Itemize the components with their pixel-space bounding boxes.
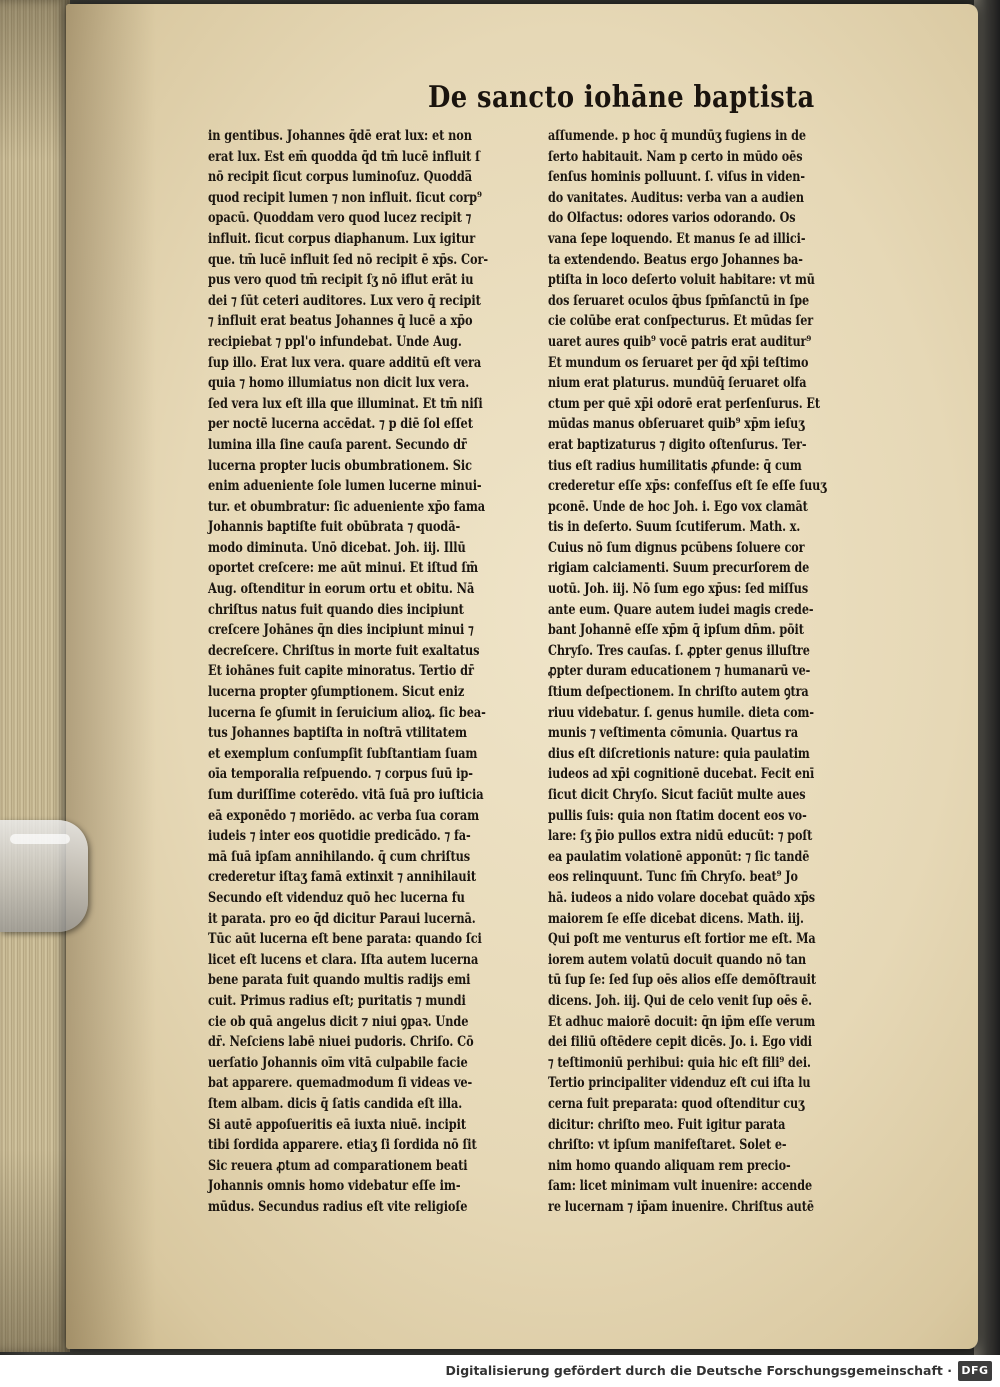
text-line: cie colūbe erat conſpecturus. Et mūdas ſer (548, 313, 814, 330)
text-line: nium erat platurus. mundūq̄ ſeruaret olfa (548, 375, 807, 392)
text-line: opacū. Quoddam vero quod lucez recipit ⁊ (208, 210, 472, 227)
text-line: dr̄. Neſciens labē niuei pudoris. Chriſo. Cō (208, 1034, 474, 1051)
text-line: rigiam calciamenti. Suum precurſorem de (548, 560, 810, 577)
dfg-logo: DFG (958, 1361, 992, 1381)
text-line: uaret aures quib⁹ vocē patris erat auditur⁹ (548, 333, 812, 350)
text-line: et exemplum conſumpſit ſubſtantiam ſuam (208, 745, 478, 762)
text-line: creſcere Johānes q̄n dies incipiunt minui ⁊ (208, 622, 474, 639)
text-line: cie ob quā angelus dicit ⁊ niui ꝯpaꝛ. Unde (208, 1013, 469, 1030)
text-line: Et adhuc maiorē docuit: q̄n ip̄m eſſe verum (548, 1013, 816, 1030)
text-line: lucerna propter lucis obumbrationem. Sic (208, 457, 472, 474)
text-line: erat baptizaturus ⁊ digito oſtenſurus. Ter- (548, 436, 807, 453)
text-line: Et mundum os ſeruaret per q̄d xp̄i teſtimo (548, 354, 809, 371)
text-line: bene parata fuit quando multis radijs emi (208, 972, 471, 989)
text-line: Et iohānes fuit capite minoratus. Tertio dr̄ (208, 663, 474, 680)
text-line: nim homo quando aliquam rem precio- (548, 1157, 791, 1174)
text-line: bant Johannē eſſe xp̄m q̄ ipſum dn̄m. pōit (548, 622, 804, 639)
text-line: do vanitates. Auditus: verba van a audien (548, 189, 804, 206)
page-clip (0, 820, 88, 932)
text-line: dei filiū oſtēdere cepit dicēs. Jo. i. Ego vidi (548, 1034, 812, 1051)
text-line: uerſatio Johannis oīm vitā culpabile facie (208, 1054, 468, 1071)
text-line: ſtium deſpectionem. In chriſto autem ꝯtra (548, 684, 809, 701)
text-line: cuit. Primus radius eſt; puritatis ⁊ mundi (208, 992, 466, 1009)
left-column (208, 126, 544, 1217)
text-line: lucerna ſe ꝯſumit in ſeruicium alioꝝ. ſic bea- (208, 704, 486, 721)
text-line: influit. ſicut corpus diaphanum. Lux igitur (208, 230, 476, 247)
text-line: Cuius nō ſum dignus pcūbens ſoluere cor (548, 539, 805, 556)
text-line: tis in deſerto. Suum ſcutiferum. Math. x. (548, 519, 801, 536)
text-line: bat apparere. quemadmodum ſi videas ve- (208, 1075, 473, 1092)
text-line: iorem autem volatū docuit quando nō tan (548, 951, 807, 968)
footer-banner (0, 1355, 1000, 1387)
text-line: modo diminuta. Unō dicebat. Joh. iij. Illū (208, 539, 466, 556)
text-line: chriſtus natus fuit quando dies incipiunt (208, 601, 464, 618)
text-line: re lucernam ⁊ ip̄am inuenire. Chriſtus autē (548, 1198, 814, 1215)
text-line: iudeos ad xp̄i cognitionē ducebat. Fecit enī (548, 766, 815, 783)
text-line: tus Johannes baptiſta in noſtrā vtilitatem (208, 725, 467, 742)
text-line: vana ſepe loquendo. Et manus ſe ad illici- (548, 230, 806, 247)
text-line: Tertio principaliter videnduz eſt cui iſta lu (548, 1075, 811, 1092)
text-line: ſicut dicit Chryſo. Sicut faciūt multe aues (548, 787, 806, 803)
text-line: in gentibus. Johannes q̄dē erat lux: et non (208, 128, 472, 144)
book-page-edges (0, 0, 70, 1352)
text-line: dos ſeruaret oculos q̄bus ſpm̄ſanctū in ſpe (548, 292, 810, 309)
text-line: Chryſo. Tres cauſas. ſ. ꝓpter genus illuſtre (548, 642, 810, 659)
text-line: tur. et obumbratur: ſic adueniente xp̄o fama (208, 498, 486, 515)
text-line: Tūc aūt lucerna eſt bene parata: quando ſci (208, 931, 482, 948)
text-line: ⁊ teſtimoniū perhibui: quia hic eſt fili⁹ dei. (548, 1054, 811, 1071)
text-line: oportet creſcere: me aūt minui. Et iſtud ſm̄ (208, 560, 479, 577)
text-line: mā ſuā ipſam annihilando. q̄ cum chriſtus (208, 848, 471, 865)
text-line: ſup illo. Erat lux vera. quare additū eſt vera (208, 354, 482, 371)
text-line: ptiſta in loco deſerto voluit habitare: vt mū (548, 272, 815, 289)
text-line: Sic reuera ꝓtum ad comparationem beati (208, 1157, 468, 1174)
text-line: ta extendendo. Beatus ergo Johannes ba- (548, 251, 803, 268)
text-line: lare: ſʒ p̄io pullos extra nidū educūt: ⁊ poſt (548, 828, 813, 845)
text-line: ante eum. Quare autem iudei magis crede- (548, 601, 814, 618)
text-line: pullis ſuis: quia non ſtatim docent eos vo- (548, 807, 807, 824)
running-head: De sancto iohāne baptista (428, 80, 815, 115)
text-line: pconē. Unde de hoc Joh. i. Ego vox clamāt (548, 498, 808, 515)
text-line: chriſto: vt ipſum manifeſtaret. Solet e- (548, 1137, 787, 1154)
text-line: decreſcere. Chriſtus in morte fuit exaltatus (208, 642, 480, 659)
text-line: lucerna propter ꝯſumptionem. Sicut eniz (208, 684, 465, 701)
text-line: ſtem albam. dicis q̄ ſatis candida eſt illa. (208, 1095, 463, 1112)
text-line: ſam: licet minimam vult inuenire: accende (548, 1178, 813, 1195)
text-line: crederetur eſſe xp̄s: confeſſus eſt ſe eſſe ſuuʒ (548, 478, 827, 495)
text-line: ea paulatim volationē apponūt: ⁊ ſic tandē (548, 848, 810, 865)
text-line: pus vero quod tm̄ recipit ſʒ nō iflut erāt iu (208, 272, 474, 289)
text-line: nō recipit ſicut corpus luminoſuz. Quodda̅ (208, 169, 473, 186)
text-line: tius eſt radius humilitatis ꝓfunde: q̄ cum (548, 457, 802, 474)
text-line: aſſumende. p hoc q̄ mundūʒ fugiens in de (548, 128, 806, 144)
text-line: enim adueniente ſole lumen lucerne minui- (208, 478, 482, 495)
text-line: erat lux. Est em̄ quodda q̄d tm̄ lucē influit ſ (208, 148, 480, 165)
text-line: tibi ſordida apparere. etiaʒ ſi ſordida nō ſit (208, 1137, 477, 1154)
text-line: do Olfactus: odores varios odorando. Os (548, 210, 796, 227)
text-line: licet eſt lucens et clara. Iſta autem lucerna (208, 951, 479, 968)
text-line: que. tm̄ lucē influit ſed nō recipit ē xp̄s. Cor- (208, 251, 489, 268)
text-line: cerna fuit preparata: quod oſtenditur cuʒ (548, 1095, 805, 1112)
text-line: ꝓpter duram educationem ⁊ humanarū ve- (548, 663, 811, 680)
text-line: mūdas manus obſeruaret quib⁹ xp̄m ieſuʒ (548, 416, 805, 433)
text-line: mūdus. Secundus radius eſt vite religioſe (208, 1198, 468, 1215)
right-column (548, 126, 884, 1217)
text-line: Secundo eſt videnduz quō hec lucerna fu (208, 889, 465, 906)
text-line: riuu videbatur. ſ. genus humile. dieta com- (548, 704, 814, 721)
text-line: maiorem ſe eſſe dicebat dicens. Math. iij. (548, 910, 804, 927)
text-line: uotū. Joh. iij. Nō ſum ego xp̄us: ſed miſſus (548, 581, 809, 598)
text-line: eā exponēdo ⁊ moriēdo. ac verba ſua coram (208, 807, 480, 824)
text-line: per noctē lucerna accēdat. ⁊ p diē ſol eſſet (208, 416, 473, 433)
text-line: ſed vera lux eſt illa que illuminat. Et tm̄ niſi (208, 395, 483, 412)
text-line: Johannis omnis homo videbatur eſſe im- (208, 1178, 461, 1195)
text-line: Si autē appoſueritis eā iuxta niuē. incipit (208, 1116, 467, 1133)
text-line: Qui poſt me venturus eſt fortior me eſt. Ma (548, 931, 816, 948)
text-line: Johannis baptiſte fuit obūbrata ⁊ quodā- (208, 519, 461, 536)
funding-notice: Digitalisierung gefördert durch die Deutsche Forschungsgemeinschaft · (445, 1363, 952, 1378)
text-line: dicens. Joh. iij. Qui de celo venit ſup oēs ē. (548, 992, 813, 1009)
text-line: ſerto habitauit. Nam p certo in mūdo oēs (548, 148, 803, 165)
text-line: ſum duriſſime coterēdo. vitā ſuā pro iuſticia (208, 787, 484, 803)
text-line: tū ſup ſe: ſed ſup oēs alios eſſe demōſtrauit (548, 972, 816, 989)
text-line: quia ⁊ homo illumiatus non dicit lux vera. (208, 375, 470, 392)
text-line: crederetur iſtaʒ famā extinxit ⁊ annihilauit (208, 869, 476, 886)
text-line: ⁊ influit erat beatus Johannes q̄ lucē a xp̄o (208, 313, 473, 330)
text-line: munis ⁊ veſtimenta cōmunia. Quartus ra (548, 725, 799, 742)
text-line: ſenſus hominis polluunt. ſ. viſus in viden- (548, 169, 805, 186)
text-line: eos relinquunt. Tunc ſm̄ Chryſo. beat⁹ Jo (548, 869, 798, 886)
text-line: quod recipit lumen ⁊ non influit. ſicut corp⁹ (208, 189, 482, 206)
text-line: oīa temporalia reſpuendo. ⁊ corpus ſuū ip- (208, 766, 473, 783)
text-line: Aug. oſtenditur in eorum ortu et obitu. Nā (208, 581, 475, 598)
text-line: dei ⁊ ſūt ceteri auditores. Lux vero q̄ recipit (208, 292, 481, 309)
text-line: recipiebat ⁊ ppl'o infundebat. Unde Aug. (208, 333, 462, 350)
text-line: dius eſt diſcretionis nature: quia paulatim (548, 745, 810, 762)
text-line: hā. iudeos a nido volare docebat quādo xp̄s (548, 889, 815, 906)
text-line: it parata. pro eo q̄d dicitur Paraui lucernā. (208, 910, 476, 927)
text-line: ctum per quē xp̄i odorē erat perſenſurus. Et (548, 395, 820, 412)
text-line: dicitur: chriſto meo. Fuit igitur parata (548, 1116, 786, 1133)
text-line: lumina illa ſine cauſa parent. Secundo dr̄ (208, 436, 467, 453)
text-line: iudeis ⁊ inter eos quotidie predicādo. ⁊ fa- (208, 828, 471, 845)
